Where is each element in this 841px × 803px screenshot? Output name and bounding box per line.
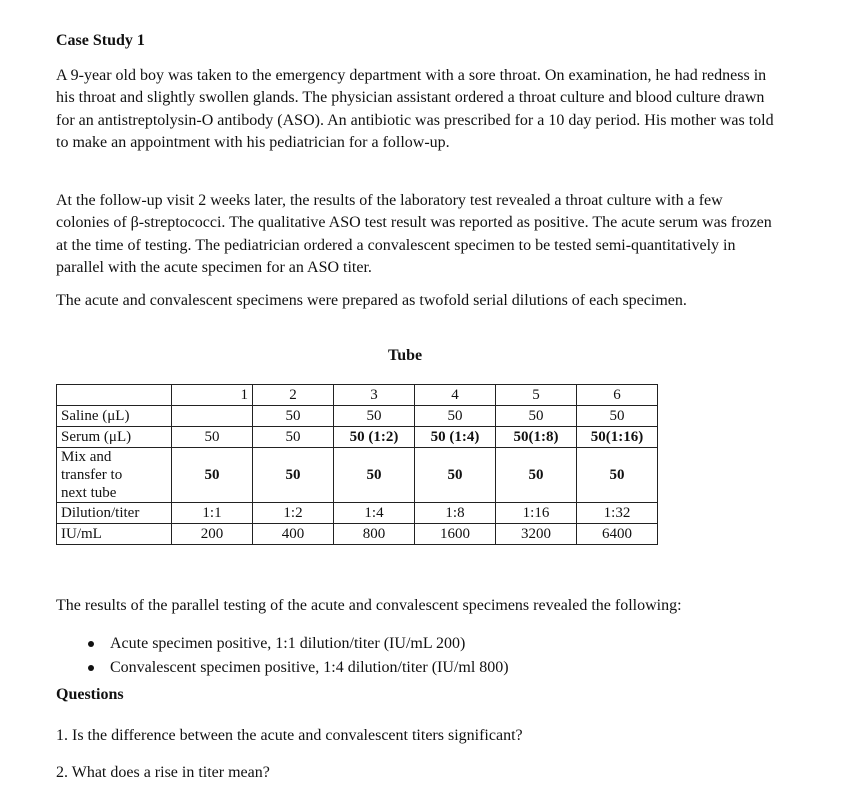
table-row-label: Serum (μL) <box>57 427 172 448</box>
table-cell: 1:16 <box>496 503 577 524</box>
question-1: 1. Is the difference between the acute and convalescent titers significant? <box>56 727 523 744</box>
results-intro: The results of the parallel testing of the acute and convalescent specimens revealed the following: <box>56 597 682 614</box>
table-row-label: IU/mL <box>57 524 172 545</box>
table-cell: 1:4 <box>334 503 415 524</box>
table-row-label: Dilution/titer <box>57 503 172 524</box>
transfer-label-line: next tube <box>61 485 117 501</box>
table-cell: 50 <box>496 448 577 503</box>
table-heading: Tube <box>388 347 423 364</box>
table-row-transfer <box>57 448 658 503</box>
table-cell: 50 <box>334 448 415 503</box>
table-cell: 400 <box>253 524 334 545</box>
table-cell: 50 <box>253 448 334 503</box>
questions-heading: Questions <box>56 686 124 703</box>
table-cell: 50 <box>334 406 415 427</box>
table-row-dilution <box>57 503 658 524</box>
paragraph-1: A 9-year old boy was taken to the emergency department with a sore throat. On examination, he had redness in his throat and slightly swollen glands. The physician assistant ordered a throat culture and blood culture drawn for an antistreptolysin-O antibody (ASO). An antibiotic was prescribed for a 10 day period. His mother was told to make an appointment with his pediatrician for a follow-up. <box>56 67 774 151</box>
result-text: Convalescent specimen positive, 1:4 dilution/titer (IU/ml 800) <box>110 659 509 676</box>
table-cell: 50 (1:4) <box>415 427 496 448</box>
table-cell-tube-5: 5 <box>496 385 577 406</box>
table-cell: 50 (1:2) <box>334 427 415 448</box>
table-cell-tube-1: 1 <box>172 385 253 406</box>
table-cell: 50 <box>253 427 334 448</box>
table-cell: 50 <box>577 406 658 427</box>
table-cell: 50(1:16) <box>577 427 658 448</box>
table-cell: 50 <box>577 448 658 503</box>
dilution-table <box>56 384 658 545</box>
table-cell: 1:1 <box>172 503 253 524</box>
transfer-label-line: transfer to <box>61 467 123 483</box>
table-cell: 50 <box>415 406 496 427</box>
table-cell: 50 <box>172 427 253 448</box>
table-row-tube-numbers <box>57 385 658 406</box>
table-cell: 50 <box>496 406 577 427</box>
table-cell: 800 <box>334 524 415 545</box>
table-cell: 50(1:8) <box>496 427 577 448</box>
question-2: 2. What does a rise in titer mean? <box>56 764 270 781</box>
results-list <box>84 632 509 680</box>
table-cell-empty <box>57 385 172 406</box>
result-text: Acute specimen positive, 1:1 dilution/titer (IU/mL 200) <box>110 635 466 652</box>
table-cell <box>172 406 253 427</box>
table-cell: 1:2 <box>253 503 334 524</box>
list-item <box>84 632 509 656</box>
bullet-icon <box>88 665 94 671</box>
table-cell-tube-2: 2 <box>253 385 334 406</box>
table-cell: 1600 <box>415 524 496 545</box>
table-cell: 200 <box>172 524 253 545</box>
table-cell-tube-3: 3 <box>334 385 415 406</box>
table-row-saline <box>57 406 658 427</box>
transfer-label-line: Mix and <box>61 449 112 465</box>
table-row-serum <box>57 427 658 448</box>
bullet-icon <box>88 641 94 647</box>
case-study-title: Case Study 1 <box>56 32 145 49</box>
table-cell: 50 <box>172 448 253 503</box>
table-row-iu <box>57 524 658 545</box>
table-cell-tube-6: 6 <box>577 385 658 406</box>
table-cell: 50 <box>253 406 334 427</box>
table-cell: 1:8 <box>415 503 496 524</box>
paragraph-3: The acute and convalescent specimens were prepared as twofold serial dilutions of each specimen. <box>56 292 687 309</box>
table-cell: 3200 <box>496 524 577 545</box>
table-cell: 50 <box>415 448 496 503</box>
table-row-label: Saline (μL) <box>57 406 172 427</box>
paragraph-2: At the follow-up visit 2 weeks later, the results of the laboratory test revealed a throat culture with a few colonies of β-streptococci. The qualitative ASO test result was reported as positive. The acute serum was frozen at the time of testing. The pediatrician ordered a convalescent specimen to be tested semi-quantitatively in parallel with the acute specimen for an ASO titer. <box>56 192 772 276</box>
table-row-label <box>57 448 172 503</box>
table-cell-tube-4: 4 <box>415 385 496 406</box>
table-cell: 6400 <box>577 524 658 545</box>
list-item <box>84 656 509 680</box>
table-cell: 1:32 <box>577 503 658 524</box>
